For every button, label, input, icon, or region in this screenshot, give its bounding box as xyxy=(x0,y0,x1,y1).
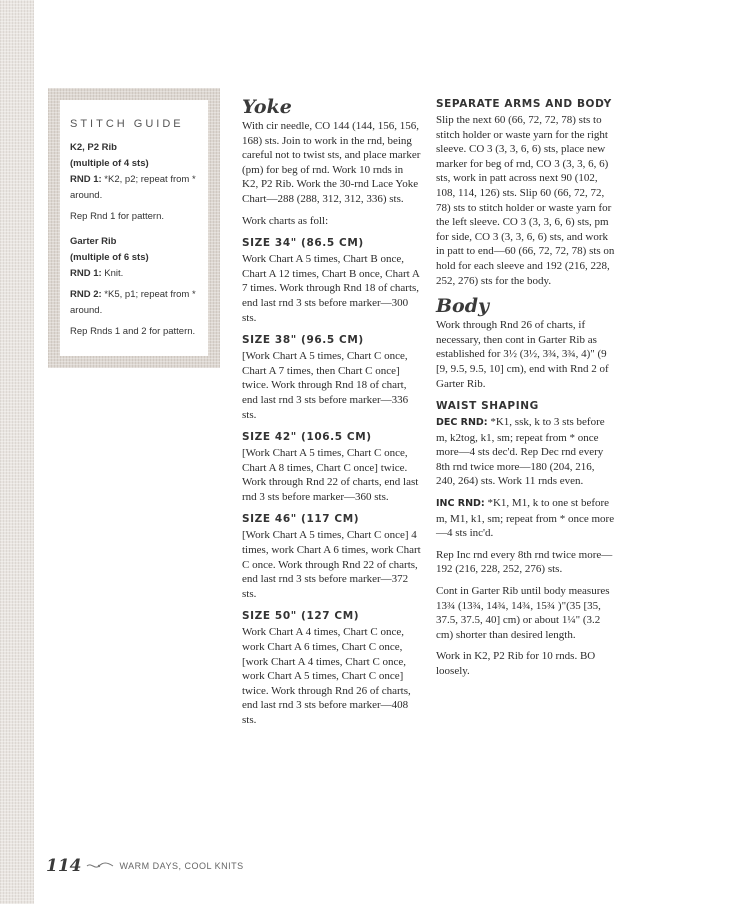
size-42-heading: SIZE 42" (106.5 CM) xyxy=(242,431,372,444)
dec-rnd-paragraph xyxy=(436,415,616,489)
rep-inc-text: Rep Inc rnd every 8th rnd twice more—192 (216, 228, 252, 276) sts. xyxy=(436,548,613,576)
k2p2-heading: K2, P2 Rib xyxy=(70,142,117,153)
page-footer xyxy=(46,856,244,876)
garter-rib-section xyxy=(70,234,198,340)
garter-rnd1 xyxy=(70,266,198,282)
stitch-guide-title: STITCH GUIDE xyxy=(70,118,184,130)
size-42-text: [Work Chart A 5 times, Chart C once, Chart A 8 times, Chart C once] twice. Work through Rnd 22 of charts, end last rnd 3 sts before marker—360 sts. xyxy=(242,447,419,503)
linen-texture-strip xyxy=(0,0,34,904)
stitch-guide-box xyxy=(48,88,220,368)
garter-repeat: Rep Rnds 1 and 2 for pattern. xyxy=(70,326,196,337)
stitch-guide-content xyxy=(60,100,208,356)
size-50-heading: SIZE 50" (127 CM) xyxy=(242,610,360,623)
body-text: Work through Rnd 26 of charts, if necessary, then cont in Garter Rib as established for 3½ (3½, 3¾, 3¾, 4)" (9 [9, 9.5, 9.5, 10] cm), end with Rnd 2 of Garter Rib. xyxy=(436,319,609,390)
k2p2-rib-section xyxy=(70,140,198,225)
k2p2-repeat: Rep Rnd 1 for pattern. xyxy=(70,211,164,222)
cont-garter-text: Cont in Garter Rib until body measures 13¾ (13¾, 14¾, 14¾, 15¾ )"(35 [35, 37.5, 37.5, 40] cm) or about 1¼" (3.2 cm) shorter than desired length. xyxy=(436,585,610,641)
size-38-text: [Work Chart A 5 times, Chart C once, Chart A 7 times, then Chart C once] twice. Work through Rnd 18 of chart, end last rnd 3 sts before marker—336 sts. xyxy=(242,350,409,421)
garter-heading: Garter Rib xyxy=(70,236,117,247)
garter-multiple: (multiple of 6 sts) xyxy=(70,252,149,263)
separate-heading: SEPARATE ARMS AND BODY xyxy=(436,98,612,110)
dec-rnd-label: DEC RND: xyxy=(436,417,488,429)
page-number: 114 xyxy=(46,856,82,876)
size-46-text: [Work Chart A 5 times, Chart C once] 4 times, work Chart A 6 times, work Chart C once. Work through Rnd 22 of charts, end last rnd 3 sts before marker—372 sts. xyxy=(242,529,421,600)
garter-rnd1-label: RND 1: xyxy=(70,268,102,279)
inc-rnd-label: INC RND: xyxy=(436,498,485,510)
yoke-intro: With cir needle, CO 144 (144, 156, 156, 168) sts. Join to work in the rnd, being careful not to twist sts, and place marker (pm) for beg of rnd. Work 10 rnds in K2, P2 Rib. Work the 30-rnd Lace Yoke Chart—288 (288, 312, 312, 336) sts. xyxy=(242,120,421,205)
inc-rnd-text: *K1, M1, k to one st before m, M1, k1, sm; repeat from * once more—4 sts inc'd. xyxy=(436,497,615,540)
separate-text: Slip the next 60 (66, 72, 72, 78) sts to stitch holder or waste yarn for the right sleeve. CO 3 (3, 3, 6, 6) sts, place new marker for beg of rnd, CO 3 (3, 3, 6, 6) sts, work in patt across next 90 (102, 108, 114, 126) sts. Slip 60 (66, 72, 72, 78) sts to stitch holder or waste yarn for the left sleeve. CO 3 (3, 3, 6, 6) sts, pm for side, CO 3 (3, 3, 6, 6) sts, and work in patt to end—60 (66, 72, 72, 78) sts on hold for each sleeve and 192 (216, 228, 252, 276) sts for the body. xyxy=(436,114,615,287)
size-34-text: Work Chart A 5 times, Chart B once, Chart A 12 times, Chart B once, Chart A 7 times. Work through Rnd 18 of charts, end last rnd 3 sts before marker—300 sts. xyxy=(242,253,420,324)
finish-text: Work in K2, P2 Rib for 10 rnds. BO loosely. xyxy=(436,650,596,677)
size-34-heading: SIZE 34" (86.5 CM) xyxy=(242,237,364,250)
charts-intro: Work charts as foll: xyxy=(242,214,329,227)
flourish-ornament-icon xyxy=(86,861,114,871)
yoke-heading: Yoke xyxy=(242,96,292,118)
inc-rnd-paragraph xyxy=(436,496,616,541)
body-heading: Body xyxy=(436,295,490,318)
dec-rnd-text: *K1, ssk, k to 3 sts before m, k2tog, k1, sm; repeat from * once more—4 sts dec'd. Rep Dec rnd every 8th rnd twice more—180 (204, 216, 240, 264) sts. Work 11 rnds even. xyxy=(436,416,605,488)
garter-rnd2-text: *K5, p1; repeat from * around. xyxy=(70,289,196,316)
waist-shaping-heading: WAIST SHAPING xyxy=(436,400,539,413)
garter-rnd2 xyxy=(70,287,198,319)
k2p2-rnd1 xyxy=(70,172,198,204)
size-38-heading: SIZE 38" (96.5 CM) xyxy=(242,334,364,347)
garter-rnd1-text: Knit. xyxy=(101,268,124,279)
size-50-text: Work Chart A 4 times, Chart C once, work Chart A 6 times, Chart C once, [work Chart A 4 times, Chart C once, work Chart A 5 times, Chart C once] twice. Work through Rnd 26 of charts, end last rnd 3 sts before marker—408 sts. xyxy=(242,626,411,726)
k2p2-multiple: (multiple of 4 sts) xyxy=(70,158,149,169)
size-46-heading: SIZE 46" (117 CM) xyxy=(242,513,360,526)
book-title: WARM DAYS, COOL KNITS xyxy=(119,861,244,871)
yoke-column xyxy=(242,96,422,735)
body-column xyxy=(436,97,616,686)
garter-rnd2-label: RND 2: xyxy=(70,289,102,300)
k2p2-rnd1-text: *K2, p2; repeat from * around. xyxy=(70,174,196,201)
k2p2-rnd1-label: RND 1: xyxy=(70,174,102,185)
